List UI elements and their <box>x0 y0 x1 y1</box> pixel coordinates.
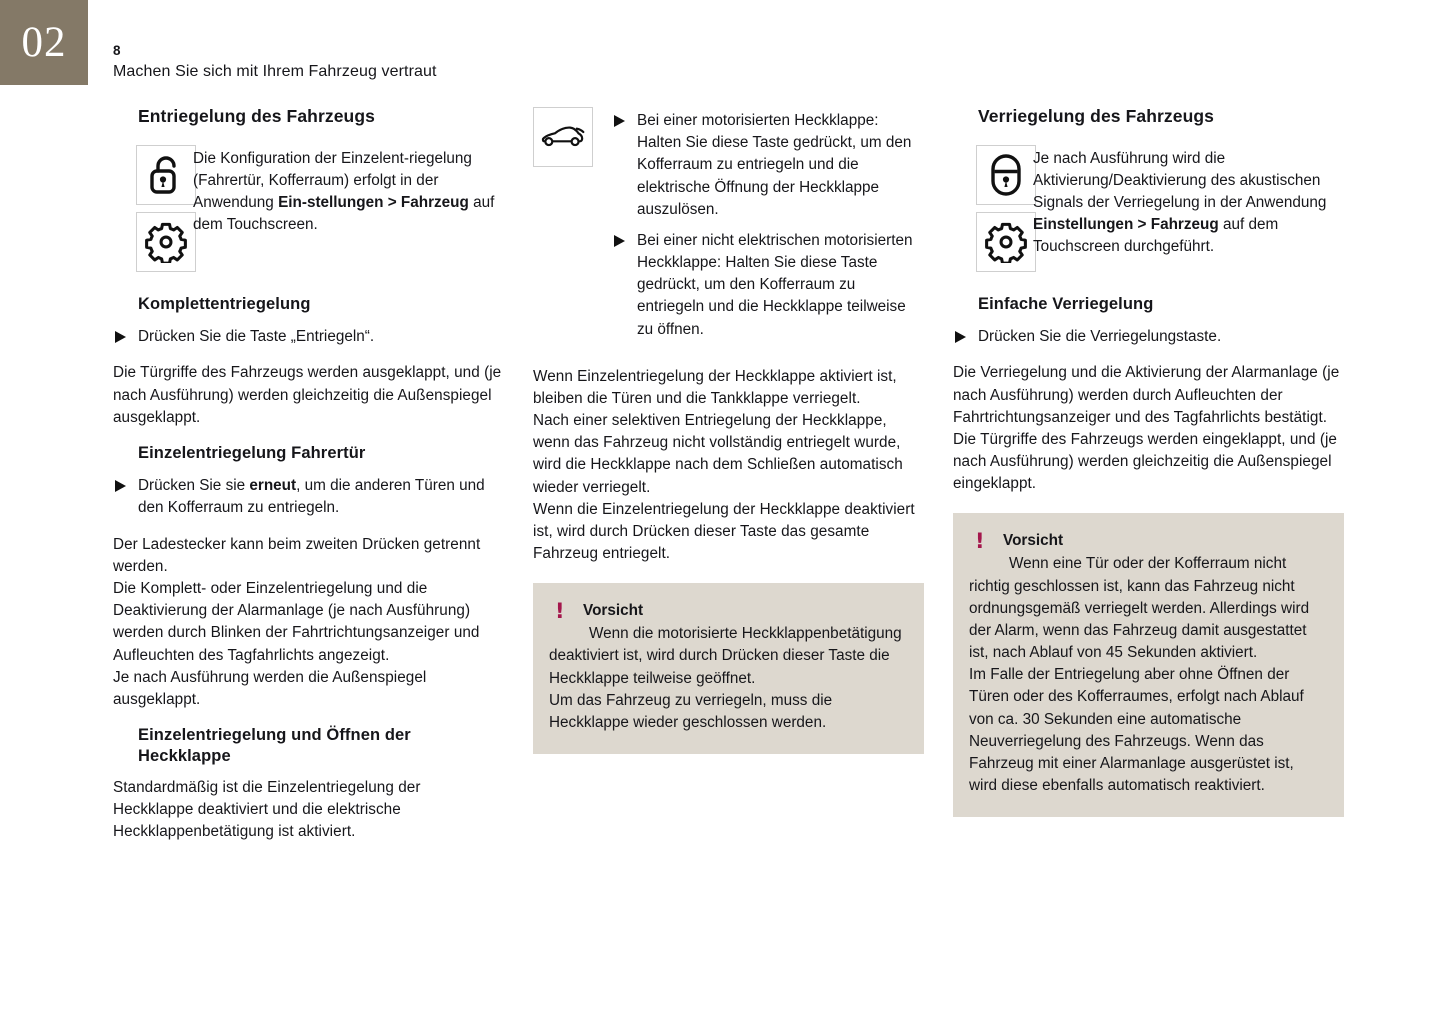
section-title-unlocking: Entriegelung des Fahrzeugs <box>138 106 375 126</box>
paragraph-ladestecker: Der Ladestecker kann beim zweiten Drücken getrennt werden. <box>113 535 481 575</box>
caution-header <box>549 600 906 622</box>
bullet-text-post: , um die anderen Türen und den Kofferraum zu entriegeln. <box>138 477 485 517</box>
paragraph-standardmaessig: Standardmäßig ist die Einzelentriegelung der Heckklappe deaktiviert und die elektrische Heckklappenbetätigung ist aktiviert. <box>113 778 421 841</box>
list-item <box>113 475 504 519</box>
hatchback-bullets <box>612 107 924 344</box>
unlock-note-text <box>193 145 504 237</box>
bullet-text: Drücken Sie die Taste „Entriegeln“. <box>138 328 375 346</box>
list-item <box>953 326 1344 348</box>
bullet-list-einzel <box>113 475 504 519</box>
section-title-locking: Verriegelung des Fahrzeugs <box>978 106 1215 126</box>
bullet-text: Drücken Sie die Verriegelungstaste. <box>978 328 1222 346</box>
bullet-text: Bei einer motorisierten Heckklappe: Halten Sie diese Taste gedrückt, um den Kofferraum zu entriegeln und die elektrische Öffnung der Heckklappe auszulösen. <box>637 112 912 218</box>
paragraph-tankklappe: Wenn Einzelentriegelung der Heckklappe aktiviert ist, bleiben die Türen und die Tankklappe verriegelt. <box>533 367 897 407</box>
caution-box-right <box>953 513 1344 817</box>
list-item <box>113 326 504 348</box>
bullet-text-bold: erneut <box>249 477 297 495</box>
bullet-list-verriegelung <box>953 326 1344 348</box>
unlock-note-part2: auf dem Touchscreen. <box>193 194 495 234</box>
car-hatchback-icon <box>533 107 593 167</box>
paragraph-selektive-entriegelung: Nach einer selektiven Entriegelung der Heckklappe, wenn das Fahrzeug nicht vollständig entriegelt wurde, wird die Heckklappe nach dem Schließen automatisch wieder verriegelt. <box>533 412 903 496</box>
list-item <box>612 230 924 341</box>
lock-note-text <box>1033 145 1344 259</box>
bullet-list-hatchback <box>612 110 924 341</box>
paragraph-aussenspiegel: Je nach Ausführung werden die Außenspiegel ausgeklappt. <box>113 668 427 708</box>
caution-box-middle <box>533 583 924 754</box>
subsection-heckklappe: Einzelentriegelung und Öffnen der Heckklappe <box>138 726 411 766</box>
bullet-text-pre: Drücken Sie sie <box>138 477 250 495</box>
paragraph-doorhandles: Die Türgriffe des Fahrzeugs werden ausgeklappt, und (je nach Ausführung) werden gleichzeitig die Außenspiegel ausgeklappt. <box>113 364 502 426</box>
column-container <box>113 97 1343 843</box>
caution-paragraph-1: Wenn die motorisierte Heckklappenbetätigung deaktiviert ist, wird durch Drücken dieser Taste die Heckklappe teilweise geöffnet. <box>549 625 902 687</box>
chapter-number: 02 <box>21 19 67 66</box>
paragraph-verriegelung-alarm: Die Verriegelung und die Aktivierung der Alarmanlage (je nach Ausführung) werden durch Aufleuchten der Fahrtrichtungsanzeiger und des Tagfahrlichts bestätigt. <box>953 364 1340 426</box>
caution-paragraph-1: Wenn eine Tür oder der Kofferraum nicht richtig geschlossen ist, kann das Fahrzeug nicht ordnungsgemäß verriegelt werden. Allerdings wird der Alarm, wenn das Fahrzeug damit ausgestattet ist, nach Ablauf von 45 Sekunden aktiviert. <box>969 555 1310 662</box>
icon-stack <box>953 145 1033 272</box>
icon-note-lock <box>953 145 1344 272</box>
triangle-bullet-icon <box>115 480 126 492</box>
paragraph-alarmanlage: Die Komplett- oder Einzelentriegelung und die Deaktivierung der Alarmanlage (je nach Ausführung) werden durch Blinken der Fahrtrichtungsanzeiger und Aufleuchten des Tagfahrlichts angezeigt. <box>113 580 480 664</box>
paragraph-gesamte-fahrzeug: Wenn die Einzelentriegelung der Heckklappe deaktiviert ist, wird durch Drücken dieser Taste das gesamte Fahrzeug entriegelt. <box>533 500 915 563</box>
icon-note-unlock <box>113 145 504 272</box>
page-subject: Machen Sie sich mit Ihrem Fahrzeug vertraut <box>113 63 437 81</box>
subsection-einfache-verriegelung: Einfache Verriegelung <box>978 294 1154 313</box>
subsection-komplettentriegelung: Komplettentriegelung <box>138 294 311 313</box>
lock-note-part1: Je nach Ausführung wird die Aktivierung/Deaktivierung des akustischen Signals der Verriegelung in der Anwendung <box>1033 149 1327 212</box>
column-middle <box>533 97 924 754</box>
icon-note-hatchback <box>533 107 924 344</box>
exclamation-icon: ! <box>555 599 565 624</box>
unlock-note-bold: Ein-stellungen > Fahrzeug <box>278 194 469 212</box>
triangle-bullet-icon <box>955 331 966 343</box>
caution-title: Vorsicht <box>583 602 644 620</box>
column-left <box>113 97 504 843</box>
triangle-bullet-icon <box>614 235 625 247</box>
gear-icon <box>136 212 196 272</box>
column-right <box>953 97 1344 817</box>
exclamation-icon: ! <box>975 529 985 554</box>
triangle-bullet-icon <box>614 115 625 127</box>
paragraph-tuergriffe-eingeklappt: Die Türgriffe des Fahrzeugs werden eingeklappt, und (je nach Ausführung) werden gleichzeitig die Außenspiegel eingeklappt. <box>953 430 1337 493</box>
lock-note-part2: auf dem Touchscreen durchgeführt. <box>1033 216 1279 256</box>
icon-stack <box>533 107 612 167</box>
bullet-list-komplett <box>113 326 504 348</box>
page-header <box>113 42 813 84</box>
unlock-note-part1: Die Konfiguration der Einzelent-riegelung (Fahrertür, Kofferraum) erfolgt in der Anwendung <box>193 149 472 212</box>
subsection-einzelentriegelung-fahrertuer: Einzelentriegelung Fahrertür <box>138 443 366 462</box>
page-number: 8 <box>113 43 121 58</box>
bullet-text: Bei einer nicht elektrischen motorisierten Heckklappe: Halten Sie diese Taste gedrückt, um den Kofferraum zu entriegeln und die Heckklappe teilweise zu öffnen. <box>637 231 913 338</box>
triangle-bullet-icon <box>115 331 126 343</box>
icon-stack <box>113 145 193 272</box>
lock-icon <box>976 145 1036 205</box>
caution-paragraph-2: Im Falle der Entriegelung aber ohne Öffnen der Türen oder des Kofferraumes, erfolgt nach Ablauf von ca. 30 Sekunden eine automatische Neuverriegelung des Fahrzeugs. Wenn das Fahrzeug mit einer Alarmanlage ausgerüstet ist, wird diese ebenfalls automatisch reaktiviert. <box>969 666 1304 795</box>
caution-title: Vorsicht <box>1003 532 1064 550</box>
caution-paragraph-2: Um das Fahrzeug zu verriegeln, muss die Heckklappe wieder geschlossen werden. <box>549 691 833 731</box>
list-item <box>612 110 924 221</box>
lock-note-bold: Einstellungen > Fahrzeug <box>1033 216 1219 234</box>
unlock-icon <box>136 145 196 205</box>
gear-icon <box>976 212 1036 272</box>
chapter-tab <box>0 0 88 85</box>
caution-header <box>969 530 1326 552</box>
